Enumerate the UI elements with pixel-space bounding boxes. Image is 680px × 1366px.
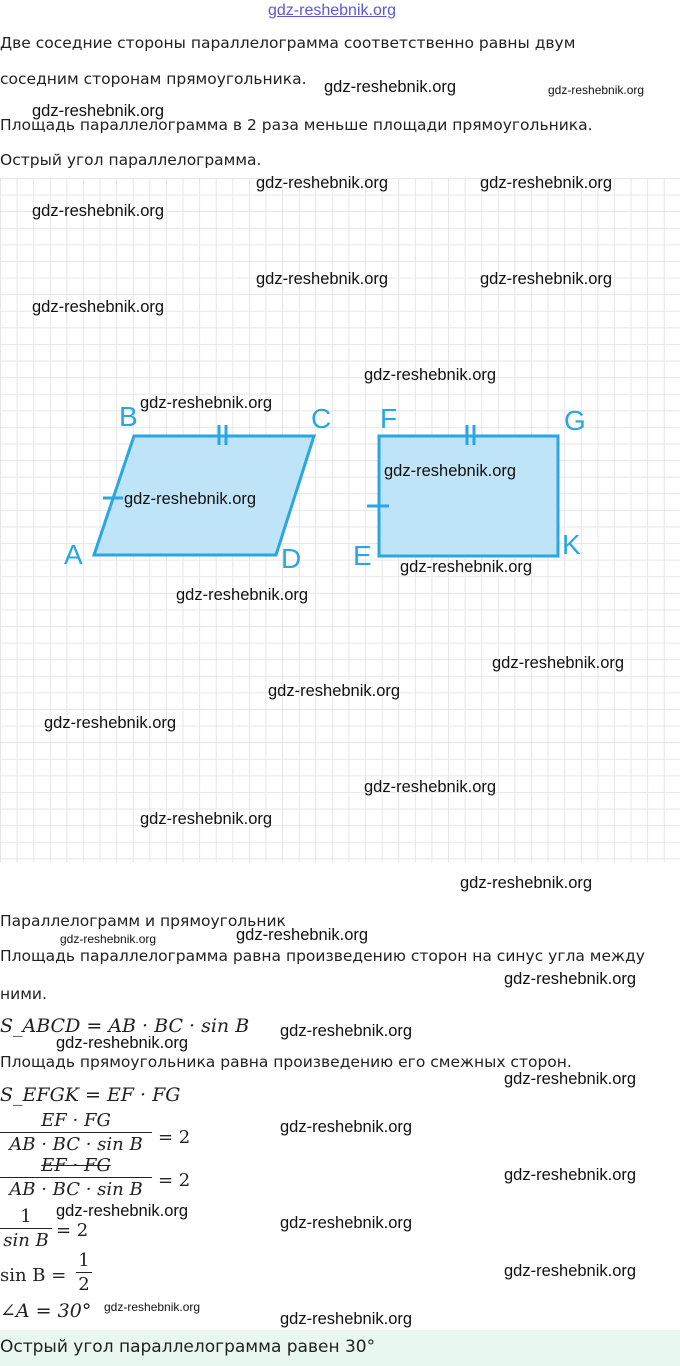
watermark-small: gdz-reshebnik.org: [60, 932, 157, 946]
watermark: gdz-reshebnik.org: [280, 1214, 413, 1232]
label-g: G: [564, 405, 586, 436]
watermark-header[interactable]: gdz-reshebnik.org: [268, 2, 397, 19]
label-c: C: [311, 403, 332, 434]
fraction-2-numerator: EF · FG: [41, 1155, 111, 1176]
watermark: gdz-reshebnik.org: [364, 778, 497, 796]
watermark: gdz-reshebnik.org: [236, 926, 369, 944]
solution-heading: Параллелограмм и прямоугольник: [0, 912, 286, 930]
formula-area-rectangle: S_EFGK = EF · FG: [0, 1084, 181, 1106]
problem-line-4: Острый угол параллелограмма.: [0, 151, 262, 169]
label-b: B: [119, 401, 138, 432]
sin-b-left: sin B =: [0, 1265, 67, 1286]
rectangle-efgk: [379, 436, 558, 556]
watermark: gdz-reshebnik.org: [400, 558, 533, 576]
watermark: gdz-reshebnik.org: [480, 174, 613, 192]
problem-line-2: соседним сторонам прямоугольника.: [0, 70, 307, 88]
watermark: gdz-reshebnik.org: [56, 1034, 189, 1052]
watermark: gdz-reshebnik.org: [384, 462, 517, 480]
fraction-sin-numerator: 1: [78, 1250, 90, 1271]
fraction-3-denominator: sin B: [3, 1230, 49, 1251]
watermark: gdz-reshebnik.org: [256, 270, 389, 288]
watermark: gdz-reshebnik.org: [504, 970, 637, 988]
fraction-3-equals: = 2: [56, 1220, 89, 1241]
watermark: gdz-reshebnik.org: [280, 1310, 413, 1328]
fraction-2-equals: = 2: [158, 1170, 191, 1191]
watermark: gdz-reshebnik.org: [140, 394, 273, 412]
watermark-small: gdz-reshebnik.org: [548, 83, 645, 97]
fraction-1-denominator: AB · BC · sin B: [9, 1134, 143, 1155]
watermark: gdz-reshebnik.org: [124, 490, 257, 508]
fraction-2-denominator: AB · BC · sin B: [9, 1179, 143, 1200]
formula-angle-a: ∠A = 30°: [0, 1300, 92, 1322]
watermark: gdz-reshebnik.org: [504, 1166, 637, 1184]
watermark: gdz-reshebnik.org: [492, 654, 625, 672]
watermark: gdz-reshebnik.org: [480, 270, 613, 288]
watermark: gdz-reshebnik.org: [32, 102, 165, 120]
fraction-2: [0, 1155, 152, 1200]
watermark: gdz-reshebnik.org: [56, 1202, 189, 1220]
fraction-sin-denominator: 2: [78, 1274, 90, 1295]
watermark: gdz-reshebnik.org: [504, 1262, 637, 1280]
watermark: gdz-reshebnik.org: [44, 714, 177, 732]
watermark: gdz-reshebnik.org: [324, 78, 457, 96]
formula-area-parallelogram: S_ABCD = AB · BC · sin B: [0, 1015, 250, 1037]
fraction-1: [0, 1110, 152, 1155]
watermark: gdz-reshebnik.org: [364, 366, 497, 384]
solution-p2: Площадь прямоугольника равна произведению его смежных сторон.: [0, 1053, 572, 1071]
fraction-3: [0, 1206, 52, 1251]
solution-p1-line1: Площадь параллелограмма равна произведению сторон на синус угла между: [0, 947, 645, 965]
answer-text: Острый угол параллелограмма равен 30°: [0, 1337, 376, 1357]
label-e: E: [353, 540, 372, 571]
fraction-1-numerator: EF · FG: [41, 1110, 111, 1131]
label-d: D: [281, 543, 302, 574]
watermark: gdz-reshebnik.org: [256, 174, 389, 192]
label-f: F: [380, 403, 398, 434]
watermark: gdz-reshebnik.org: [140, 810, 273, 828]
solution-p1-line2: ними.: [0, 985, 47, 1003]
watermark: gdz-reshebnik.org: [280, 1022, 413, 1040]
watermark: gdz-reshebnik.org: [176, 586, 309, 604]
watermark: gdz-reshebnik.org: [280, 1118, 413, 1136]
label-a: A: [64, 539, 83, 570]
fraction-3-numerator: 1: [20, 1206, 32, 1227]
watermark: gdz-reshebnik.org: [504, 1070, 637, 1088]
watermark: gdz-reshebnik.org: [32, 202, 165, 220]
watermark-small: gdz-reshebnik.org: [104, 1300, 201, 1314]
problem-line-3: Площадь параллелограмма в 2 раза меньше площади прямоугольника.: [0, 116, 593, 134]
watermark: gdz-reshebnik.org: [268, 682, 401, 700]
fraction-sin: [76, 1250, 92, 1295]
label-k: K: [562, 529, 581, 560]
watermark: gdz-reshebnik.org: [460, 874, 593, 892]
problem-line-1: Две соседние стороны параллелограмма соответственно равны двум: [0, 34, 576, 52]
answer-box: [0, 1330, 680, 1366]
watermark: gdz-reshebnik.org: [32, 298, 165, 316]
fraction-1-equals: = 2: [158, 1127, 191, 1148]
